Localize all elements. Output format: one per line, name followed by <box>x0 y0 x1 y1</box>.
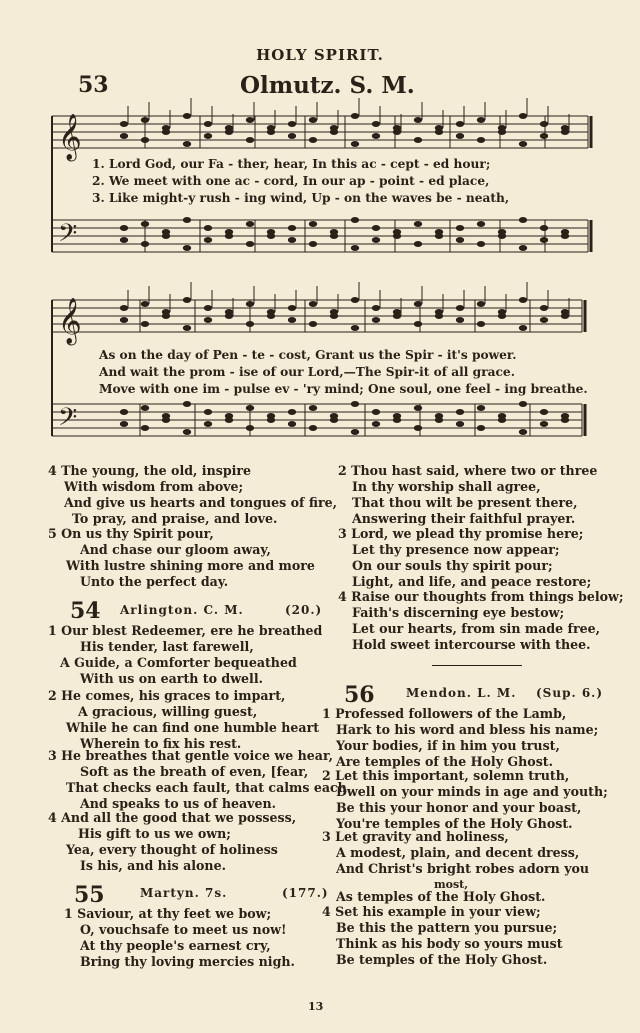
hymn-54-stanza-3: 3 He breathes that gentle voice we hear, Soft as the breath of even, [fear, That checks each fault, that calms each And speaks to us of heaven. <box>48 748 347 811</box>
hymn-54-tune: Arlington. C. M. <box>120 603 244 617</box>
system1-lyric-line-3: 3. Like might-y rush - ing wind, Up - on the waves be - neath, <box>92 191 510 205</box>
hymn-53b-stanza-4: 4 Raise our thoughts from things below; Faith's discerning eye bestow; Let our hearts, from sin made free, Hold sweet intercourse with thee. <box>338 589 624 652</box>
system2-lyric-line-1: As on the day of Pen - te - cost, Grant us the Spir - it's power. <box>99 348 517 362</box>
system1-lyric-line-1: 1. Lord God, our Fa - ther, hear, In this ac - cept - ed hour; <box>92 157 491 171</box>
hymn-54-stanza-1: 1 Our blest Redeemer, ere he breathed His tender, last farewell, A Guide, a Comforter bequeathed With us on earth to dwell. <box>48 623 323 686</box>
svg-text:𝄞: 𝄞 <box>58 298 82 344</box>
system2-lyric-line-3: Move with one im - pulse ev - 'ry mind; One soul, one feel - ing breathe. <box>99 382 588 396</box>
hymn-56-tune: Mendon. L. M. <box>406 686 517 700</box>
hymn-53-title: Olmutz. S. M. <box>240 72 415 99</box>
hymn-54-stanza-2: 2 He comes, his graces to impart, A gracious, willing guest, While he can find one humble heart Wherein to fix his rest. <box>48 688 320 751</box>
hymn-53-number: 53 <box>78 72 109 98</box>
hymn-53b-stanza-3: 3 Lord, we plead thy promise here; Let thy presence now appear; On our souls thy spirit pour; Light, and life, and peace restore; <box>338 526 592 589</box>
page-number: 13 <box>308 1000 324 1013</box>
hymn-55-stanza-1: 1 Saviour, at thy feet we bow; O, vouchsafe to meet us now! At thy people's earnest cry, Bring thy loving mercies nigh. <box>64 906 295 969</box>
section-divider <box>432 665 522 666</box>
hymn-56-stanza-2: 2 Let this important, solemn truth, Dwell on your minds in age and youth; Be this your honor and your boast, You're temples of the Holy Ghost. <box>322 768 608 831</box>
hymn-54-stanza-4: 4 And all the good that we possess, His gift to us we own; Yea, every thought of holiness Is his, and his alone. <box>48 810 297 873</box>
hymn-55-ref: (177.) <box>282 886 329 900</box>
hymn-53-stanza-5: 5 On us thy Spirit pour, And chase our gloom away, With lustre shining more and more Unto the perfect day. <box>48 526 315 589</box>
system1-lyric-line-2: 2. We meet with one ac - cord, In our ap - point - ed place, <box>92 174 490 188</box>
page-header: HOLY SPIRIT. <box>256 46 384 64</box>
hymn-55-number: 55 <box>74 882 105 908</box>
system2-lyric-line-2: And wait the prom - ise of our Lord,—The Spir-it of all grace. <box>99 365 515 379</box>
svg-text:𝄞: 𝄞 <box>58 114 82 160</box>
hymn-56-stanza-4: 4 Set his example in your view; Be this the pattern you pursue; Think as his body so yours must Be temples of the Holy Ghost. <box>322 904 563 967</box>
hymn-54-ref: (20.) <box>285 603 323 617</box>
hymn-56-number: 56 <box>344 682 375 708</box>
hymn-56-ref: (Sup. 6.) <box>536 686 604 700</box>
hymn-56-stanza-3: 3 Let gravity and holiness, A modest, plain, and decent dress, And Christ's bright robes adorn you most, As temples of the Holy Ghost. <box>322 829 590 904</box>
svg-text:𝄢: 𝄢 <box>58 219 78 254</box>
hymn-55-tune: Martyn. 7s. <box>140 886 228 900</box>
svg-text:𝄢: 𝄢 <box>58 403 78 438</box>
hymn-53-stanza-4: 4 The young, the old, inspire With wisdom from above; And give us hearts and tongues of fire, To pray, and praise, and love. <box>48 463 338 526</box>
hymn-53b-stanza-2: 2 Thou hast said, where two or three In thy worship shall agree, That thou wilt be present there, Answering their faithful prayer. <box>338 463 598 526</box>
hymn-54-number: 54 <box>70 598 101 624</box>
hymn-56-stanza-1: 1 Professed followers of the Lamb, Hark to his word and bless his name; Your bodies, if in him you trust, Are temples of the Holy Ghost. <box>322 706 599 769</box>
